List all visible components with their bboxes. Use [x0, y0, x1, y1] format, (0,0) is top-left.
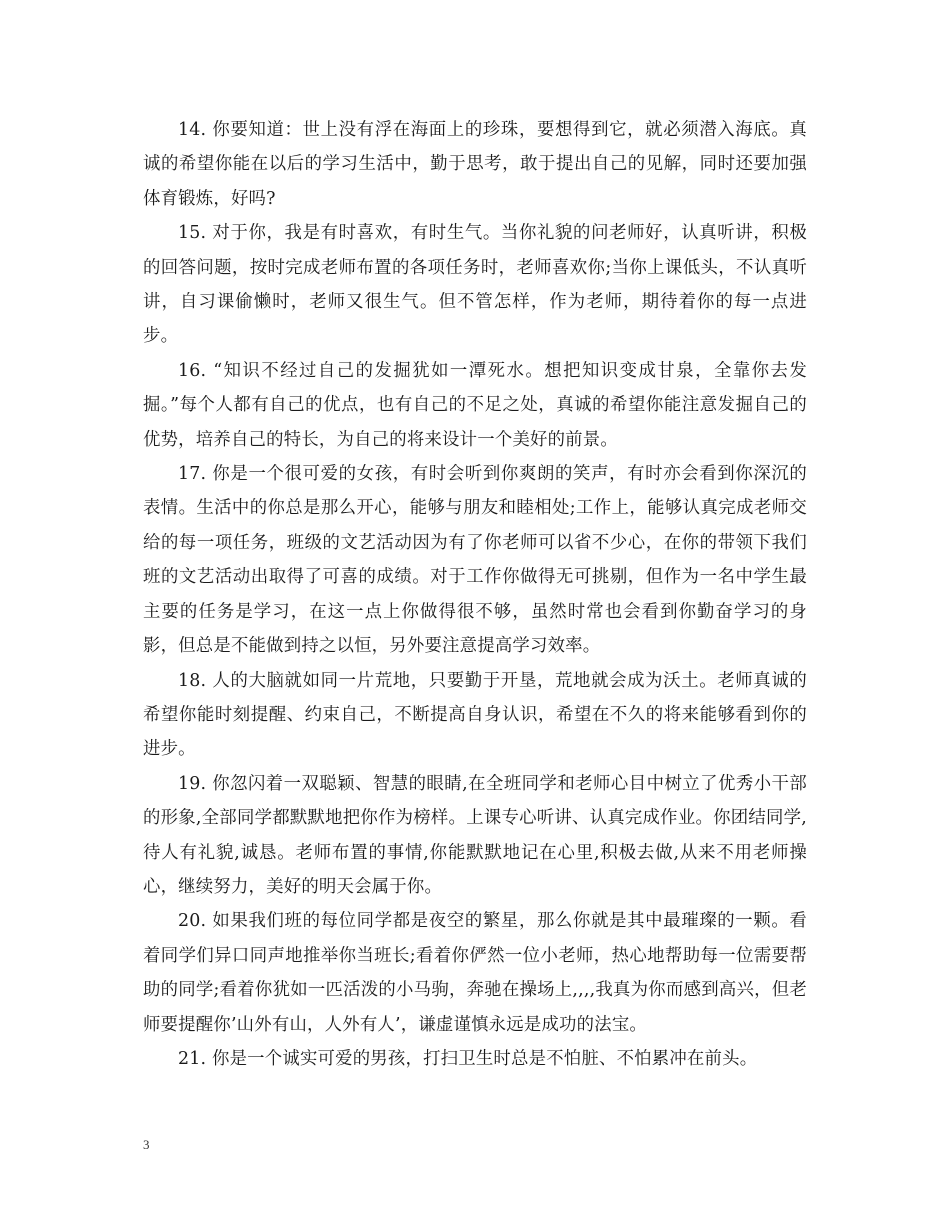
paragraph-17: 17. 你是一个很可爱的女孩，有时会听到你爽朗的笑声，有时亦会看到你深沉的表情。生活中的你总是那么开心，能够与朋友和睦相处;工作上，能够认真完成老师交给的每一项任务，班级的文艺活动因为有了你老师可以省不少心，在你的带领下我们班的文艺活动出取得了可喜的成绩。对于工作你做得无可挑剔，但作为一名中学生最主要的任务是学习，在这一点上你做得很不够，虽然时常也会看到你勤奋学习的身影，但总是不能做到持之以恒，另外要注意提高学习效率。	[143, 464, 807, 657]
paragraph-14: 14. 你要知道：世上没有浮在海面上的珍珠，要想得到它，就必须潜入海底。真诚的希望你能在以后的学习生活中，勤于思考，敢于提出自己的见解，同时还要加强体育锻炼，好吗?	[143, 120, 807, 209]
paragraph-19: 19. 你忽闪着一双聪颖、智慧的眼睛,在全班同学和老师心目中树立了优秀小干部的形象,全部同学都默默地把你作为榜样。上课专心听讲、认真完成作业。你团结同学,待人有礼貌,诚恳。老师布置的事情,你能默默地记在心里,积极去做,从来不用老师操心，继续努力，美好的明天会属于你。	[143, 773, 807, 897]
document-body	[143, 113, 807, 1076]
paragraph-16: 16. “知识不经过自己的发掘犹如一潭死水。想把知识变成甘泉，全靠你去发掘。”每个人都有自己的优点，也有自己的不足之处，真诚的希望你能注意发掘自己的优势，培养自己的特长，为自己的将来设计一个美好的前景。	[143, 360, 807, 450]
paragraph-18: 18. 人的大脑就如同一片荒地，只要勤于开垦，荒地就会成为沃土。老师真诚的希望你能时刻提醒、约束自己，不断提高自身认识，希望在不久的将来能够看到你的进步。	[143, 670, 807, 760]
paragraph-15: 15. 对于你，我是有时喜欢，有时生气。当你礼貌的问老师好，认真听讲，积极的回答问题，按时完成老师布置的各项任务时，老师喜欢你;当你上课低头，不认真听讲，自习课偷懒时，老师又很生气。但不管怎样，作为老师，期待着你的每一点进步。	[143, 223, 807, 347]
paragraph-20: 20. 如果我们班的每位同学都是夜空的繁星，那么你就是其中最璀璨的一颗。看着同学们异口同声地推举你当班长;看着你俨然一位小老师，热心地帮助每一位需要帮助的同学;看着你犹如一匹活泼的小马驹，奔驰在操场上,,,,我真为你而感到高兴，但老师要提醒你’山外有山，人外有人’，谦虚谨慎永远是成功的法宝。	[143, 911, 807, 1035]
paragraph-21: 21. 你是一个诚实可爱的男孩，打扫卫生时总是不怕脏、不怕累冲在前头。	[178, 1048, 758, 1069]
page-number: 3	[143, 1137, 150, 1152]
